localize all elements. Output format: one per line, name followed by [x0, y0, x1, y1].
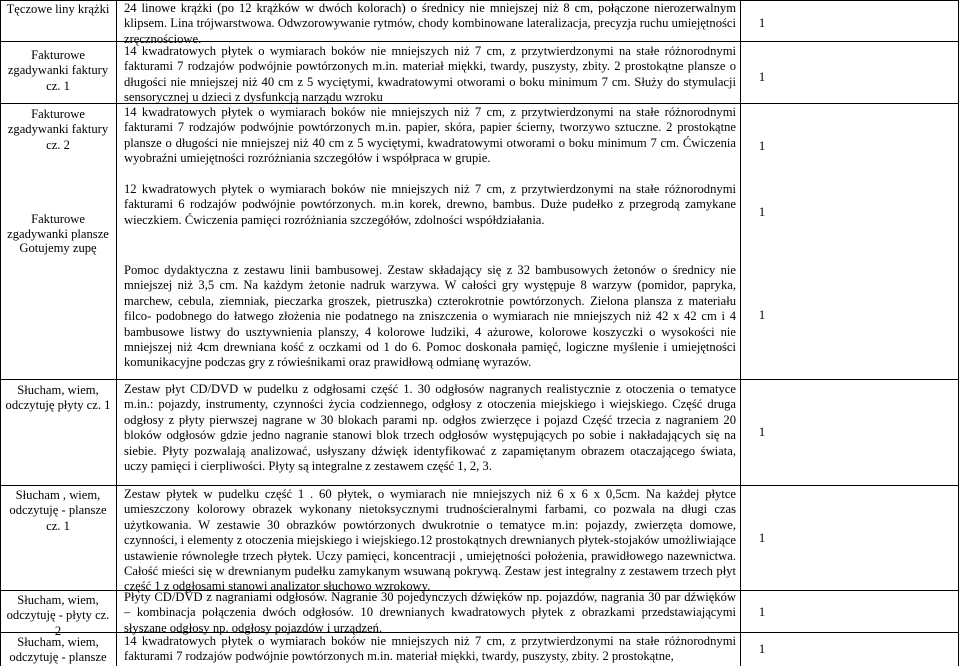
product-name: Tęczowe liny krążki — [6, 2, 110, 16]
quantity-value: 1 — [758, 16, 766, 30]
column-divider — [116, 0, 117, 666]
product-name: Fakturowe zgadywanki faktury cz. 1 — [7, 48, 109, 93]
product-description: Zestaw płyt CD/DVD w pudelku z odgłosami część 1. 30 odgłosów nagranych realistycznie z otoczenia o tematyce m.in.: pojazdy, instrumenty, czynności życia codziennego, odgłosy z otoczenia miejskiego i wiejskiego. Część druga odgłosy z płyty pierwszej nagrane w 30 blokach parami np. odgłos zwierzęce i pojazd Część trzecia z nagraniem 20 bloków odgłosów gdzie jedno nagranie stanowi blok trzech odgłosów występujących po sobie i nakładających się na siebie. Płyty pozwalają analizować, usłyszany dźwięk identyfikować z zapamiętanym obrazem otaczającego świata, uczy pamięci i cierpliwości. Płyty są integralne z zestawem część 1, 2, 3. — [124, 382, 736, 474]
product-description: Zestaw płytek w pudelku część 1 . 60 płytek, o wymiarach nie mniejszych niż 6 x 6 x 0,5cm. Na każdej płytce umieszczony kolorowy obrazek wykonany nietoksycznymi trudnościeralnymi farbami, co pozwala na długi czas użytkowania. W zestawie 30 obrazków powtórzonych dwukrotnie o tematyce m.in: pojazdy, zwierzęta domowe, czynności, i elementy z otoczenia miejskiego i wiejskiego.12 prostokątnych drewnianych płytek-stojaków umożliwiające ustawienie równoległe trzech płytek. Uczy pamięci, koncentracji , umiejętności położenia, prawidłowego nazewnictwa. Całość mieści się w drewnianym pudełku zamykanym wsuwaną pokrywą. Zestaw jest integralny z zestawem trzech płyt część 1 z odgłosami stanowi analizator słuchowo wzrokowy. — [124, 487, 736, 594]
column-divider — [740, 0, 741, 666]
product-description: 24 linowe krążki (po 12 krążków w dwóch kolorach) o średnicy nie mniejszej niż 8 cm, połączone nierozerwalnym klipsem. Lina trójwarstwowa. Odwzorowywanie rytmów, chody kombinowane lateralizacja, precyzja ruchu umiejętności zręcznościowe. — [124, 1, 736, 46]
quantity-value: 1 — [758, 425, 766, 439]
quantity-value: 1 — [758, 308, 766, 322]
product-name: Słucham, wiem, odczytuję - płyty cz. 2 — [6, 593, 110, 638]
table-border-right — [958, 0, 959, 666]
quantity-value: 1 — [758, 605, 766, 619]
quantity-value: 1 — [758, 70, 766, 84]
product-name: Fakturowe zgadywanki faktury cz. 2 — [7, 107, 109, 152]
table-border-left — [0, 0, 1, 666]
product-description: 14 kwadratowych płytek o wymiarach boków nie mniejszych niż 7 cm, z przytwierdzonymi na stałe różnorodnymi fakturami 7 rodzajów podwójnie powtórzonych m.in. materiał miękki, twardy, puszysty, zbity. 2 prostokątne, — [124, 634, 736, 664]
row-divider — [0, 485, 959, 486]
product-description: 14 kwadratowych płytek o wymiarach boków nie mniejszych niż 7 cm, z przytwierdzonymi na stałe różnorodnymi fakturami 7 rodzajów podwójnie powtórzonych m.in. materiał miękki, twardy, puszysty, zbity. 2 prostokątne plansze o długości nie mniejszej niż 40 cm z 5 wyciętymi, kwadratowymi otworami o boku minimum 7 cm. Służy do stymulacji sensorycznej u dzieci z dysfunkcją narządu wzroku — [124, 44, 736, 105]
quantity-value: 1 — [758, 642, 766, 656]
product-name: Słucham, wiem, odczytuję płyty cz. 1 — [5, 383, 111, 413]
product-name: Gotujemy zupę — [19, 241, 97, 255]
product-name: Słucham , wiem, odczytuję - plansze cz. 1 — [9, 488, 107, 533]
quantity-value: 1 — [758, 139, 766, 153]
product-name: Fakturowe zgadywanki plansze — [7, 212, 109, 242]
product-description: Płyty CD/DVD z nagraniami odgłosów. Nagranie 30 pojedynczych dźwięków np. pojazdów, nagrania 30 par dźwięków – kombinacja połączenia dwóch odgłosów. 10 drewnianych kwadratowych płytek z obrazkami przedstawiającymi słyszane odgłosy np. odgłosy pojazdów i urządzeń. — [124, 590, 736, 635]
row-divider — [0, 379, 959, 380]
product-description: 14 kwadratowych płytek o wymiarach boków nie mniejszych niż 7 cm, z przytwierdzonymi na stałe różnorodnymi fakturami 7 rodzajów podwójnie powtórzonych m.in. papier, skóra, papier ścierny, tworzywo sztuczne. 2 prostokątne plansze o długości nie mniejszej niż 40 cm z 5 wyciętymi, kwadratowymi otworami o boku minimum 7 cm. Ćwiczenia wyobraźni umiejętności rozróżniania szczegółów i współpraca w grupie. — [124, 105, 736, 166]
product-description: 12 kwadratowych płytek o wymiarach boków nie mniejszych niż 7 cm, z przytwierdzonymi na stałe różnorodnymi fakturami 6 rodzajów podwójnie powtórzonych. m.in korek, drewno, bambus. Duże pudełko z przegrodą zamykane wieczkiem. Ćwiczenia pamięci rozróżniania szczegółów, zdolności współdziałania. — [124, 182, 736, 227]
product-description: Pomoc dydaktyczna z zestawu linii bambusowej. Zestaw składający się z 32 bambusowych żetonów o średnicy nie mniejszej niż 3,5 cm. Na każdym żetonie nadruk warzywa. W całości gry występuje 8 warzyw (pomidor, papryka, marchew, cebula, ziemniak, pieczarka groszek, pietruszka) czterokrotnie powtórzonych. Zielona plansza z materiału filco- podobnego do łatwego złożenia nie podatnego na zniszczenia o wymiarach nie mniejszych niż 42 x 42 cm i 4 bambusowe listwy do usztywnienia planszy, 4 kolorowe ludziki, 4 ażurowe, kolorowe koszyczki o wysokości nie mniejszej niż 4cm drewniana kość z oczkami od 1 do 6. Pomoc doskonała pamięć, logiczne myślenie i umiejętności komunikacyjne podczas gry z rówieśnikami oraz prawidłową odmianę wyrazów. — [124, 263, 736, 370]
quantity-value: 1 — [758, 531, 766, 545]
quantity-value: 1 — [758, 205, 766, 219]
product-name: Słucham, wiem, odczytuję - plansze — [9, 635, 107, 665]
